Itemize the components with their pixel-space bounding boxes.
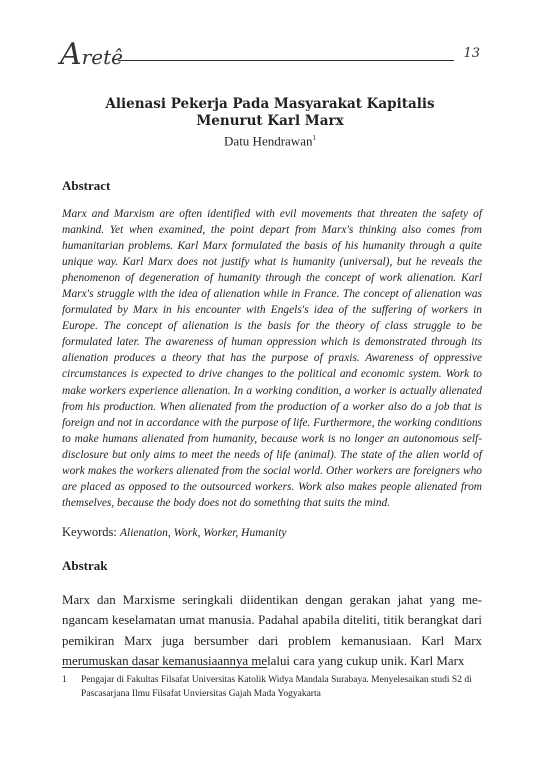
- journal-name: [60, 37, 123, 72]
- author-footnote-mark: 1: [312, 134, 316, 142]
- title-block: [60, 96, 480, 149]
- running-header: [60, 37, 480, 72]
- abstrak-body: Marx dan Marxisme seringkali diidentikan dengan gerakan jahat yang mengancam keselamatan umat manusia. Padahal apabila diteliti, titik berangkat dari pemikiran Marx juga bersumber dari problem kemanusiaan. Karl Marx merumuskan dasar kemanusiaannya melalui cara yang cukup unik. Karl Marx: [62, 593, 482, 669]
- journal-name-initial: A: [60, 37, 82, 72]
- journal-name-rest: retê: [81, 45, 123, 69]
- abstract-body: Marx and Marxism are often identified with evil movements that threaten the safety of mankind. Yet when examined, the point depart from Marx's thinking also comes from humanitarian problems. Karl Marx formulated the basis of his humanity through a quite unique way. Karl Marx does not justify what is humanity (universal), but he reveals the phenomenon of degeneration of humanity through the concept of work alienation. Karl Marx's struggle with the idea of alienation while in France. The concept of alienation was formulated by Marx in his encounter with Engels's idea of the suffering of workers in Europe. The concept of alienation is the basis for the theory of class struggle to be formulated later. The awareness of human oppression which is demonstrated through its alienation produces a theory that has the purpose of praxis. Awareness of oppressive circumstances is expected to drive changes to the political and economic system. Work to make workers experience alienation. In a working condition, a worker is actually alienated from his production. When alienated from the production of a worker also do a job that is foreign and not in accordance with the purpose of life. Furthermore, the working conditions to make humans alienated from humanity, because work is no longer an autonomous self-disclosure but only aims to meet the needs of life (animal). The state of the alien world of work makes the workers alienated from the social world. Other workers are foreigners who are placed as opposed to the outsourced workers. Work also makes people alienated from themselves, because the body does not do something that suits the mind.: [62, 208, 482, 509]
- keywords-line: [62, 525, 287, 540]
- footnote-rule: [62, 667, 267, 668]
- author-line: [60, 130, 480, 149]
- footnote: [62, 673, 482, 701]
- abstrak-heading: Abstrak: [62, 558, 108, 573]
- footnote-text: Pengajar di Fakultas Filsafat Universitas Katolik Widya Mandala Surabaya. Menyelesaikan studi S2 di Pascasarjana Ilmu Filsafat Unviersitas Gajah Mada Yogyakarta: [81, 675, 472, 699]
- abstract-heading: Abstract: [62, 178, 111, 193]
- page-number: 13: [463, 46, 480, 61]
- keywords-values: Alienation, Work, Worker, Humanity: [119, 527, 287, 539]
- header-rule: [118, 60, 454, 61]
- keywords-label: Keywords:: [62, 525, 117, 539]
- author-name: Datu Hendrawan: [224, 133, 313, 149]
- article-title-line-2: Menurut Karl Marx: [196, 113, 344, 129]
- article-title-line-1: Alienasi Pekerja Pada Masyarakat Kapitalis: [105, 96, 435, 112]
- footnote-mark: 1: [62, 675, 67, 685]
